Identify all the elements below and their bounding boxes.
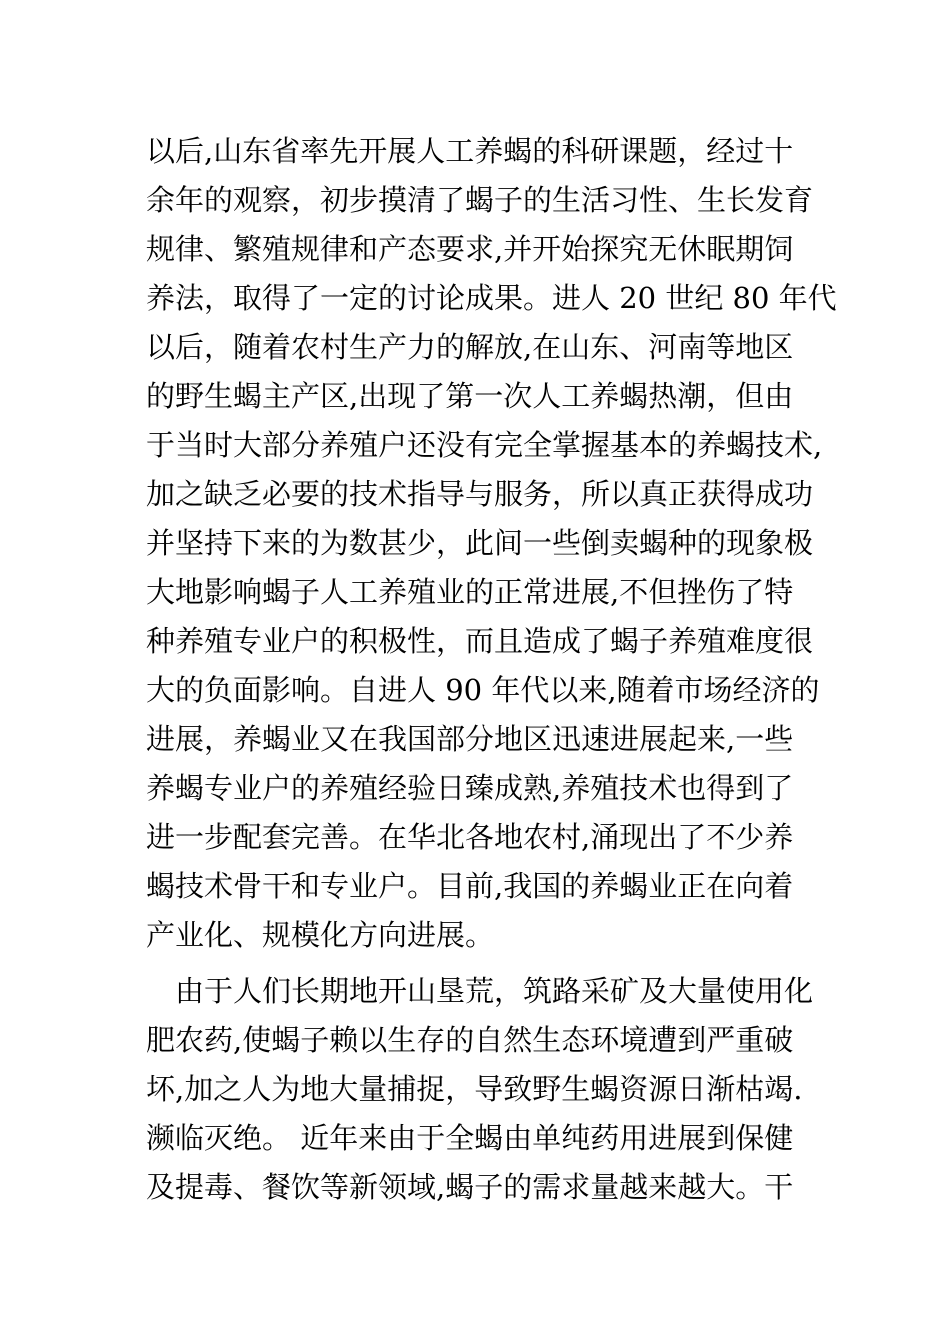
- text-line: 养法，取得了一定的讨论成果。进人 20 世纪 80 年代: [146, 281, 837, 315]
- text-line: 的野生蝎主产区,出现了第一次人工养蝎热潮，但由: [146, 379, 794, 413]
- text-line: 大地影响蝎子人工养殖业的正常进展,不但挫伤了特: [146, 575, 794, 609]
- paragraph-1: [146, 127, 836, 960]
- text-line: 于当时大部分养殖户还没有完全掌握基本的养蝎技术,: [146, 428, 823, 462]
- text-line: 种养殖专业户的积极性，而且造成了蝎子养殖难度很: [146, 624, 814, 658]
- paragraph-spacing: [146, 960, 836, 967]
- text-line: 由于人们长期地开山垦荒，筑路采矿及大量使用化: [175, 974, 814, 1008]
- paragraph-2: [146, 967, 836, 1212]
- text-line: 濒临灭绝。 近年来由于全蝎由单纯药用进展到保健: [146, 1121, 794, 1155]
- text-line: 产业化、规模化方向进展。: [146, 918, 495, 952]
- text-line: 以后,山东省率先开展人工养蝎的科研课题，经过十: [146, 134, 794, 168]
- text-line: 坏,加之人为地大量捕捉，导致野生蝎资源日渐枯竭.: [146, 1072, 803, 1106]
- text-line: 养蝎专业户的养殖经验日臻成熟,养殖技术也得到了: [146, 771, 794, 805]
- text-line: 蝎技术骨干和专业户。目前,我国的养蝎业正在向着: [146, 869, 794, 903]
- text-line: 进展，养蝎业又在我国部分地区迅速进展起来,一些: [146, 722, 794, 756]
- text-line: 规律、繁殖规律和产态要求,并开始探究无休眠期饲: [146, 232, 794, 266]
- body-text: [146, 127, 836, 1212]
- text-line: 肥农药,使蝎子赖以生存的自然生态环境遭到严重破: [146, 1023, 794, 1057]
- text-line: 余年的观察，初步摸清了蝎子的生活习性、生长发育: [146, 183, 814, 217]
- text-line: 并坚持下来的为数甚少，此间一些倒卖蝎种的现象极: [146, 526, 814, 560]
- text-line: 大的负面影响。自进人 90 年代以来,随着市场经济的: [146, 673, 820, 707]
- text-line: 加之缺乏必要的技术指导与服务，所以真正获得成功: [146, 477, 814, 511]
- text-line: 以后，随着农村生产力的解放,在山东、河南等地区: [146, 330, 794, 364]
- text-line: 及提毒、餐饮等新领域,蝎子的需求量越来越大。干: [146, 1170, 794, 1204]
- text-line: 进一步配套完善。在华北各地农村,涌现出了不少养: [146, 820, 794, 854]
